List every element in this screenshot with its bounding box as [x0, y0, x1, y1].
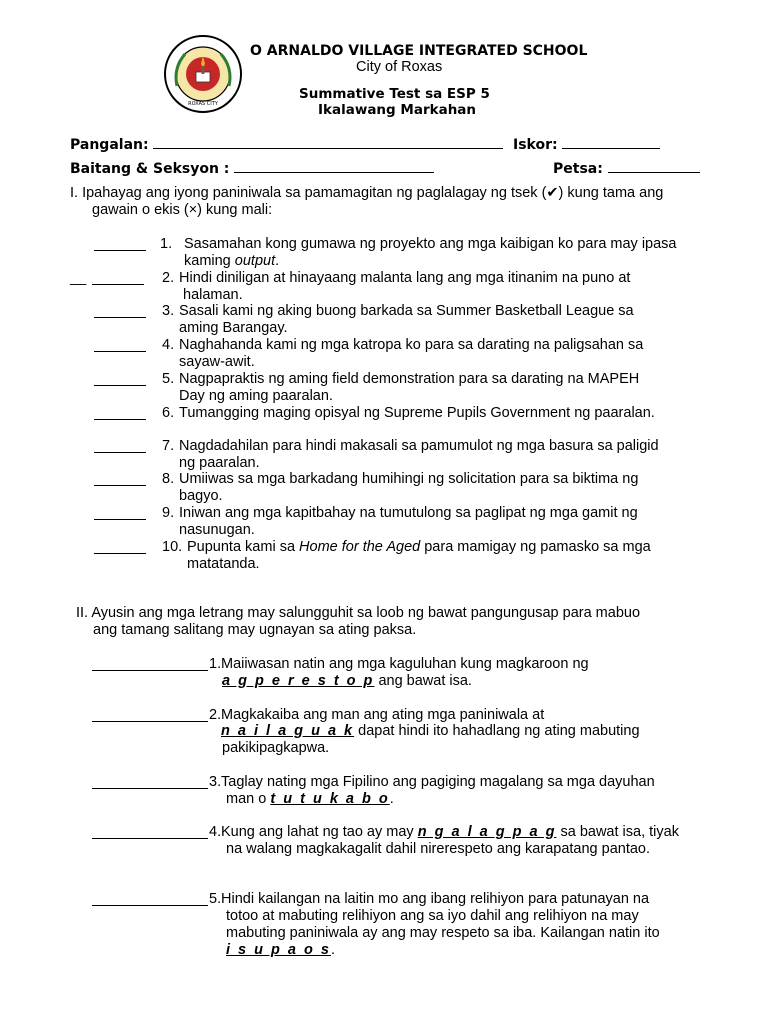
score-label: Iskor:	[513, 137, 563, 153]
answer-blank[interactable]	[94, 303, 146, 318]
scrambled-word: i s u p a o s	[226, 942, 331, 958]
item-text-continued: bagyo.	[179, 488, 223, 504]
scrambled-word: a g p e r e s t o p	[222, 673, 375, 689]
answer-blank[interactable]	[94, 337, 146, 352]
name-blank[interactable]	[153, 134, 503, 149]
answer-blank[interactable]	[92, 891, 208, 906]
item-text-continued: nasunugan.	[179, 522, 255, 538]
item-text-continued: sayaw-awit.	[179, 354, 255, 370]
item-number: 3.	[162, 303, 175, 319]
item-number: 5.	[209, 891, 222, 907]
item-text: Pupunta kami sa Home for the Aged para mamigay ng pamasko sa mga	[187, 539, 651, 555]
name-label: Pangalan:	[70, 137, 154, 153]
answer-blank[interactable]	[94, 371, 146, 386]
item-text: Hindi diniligan at hinayaang malanta lang ang mga itinanim na puno at	[179, 270, 631, 286]
grade-section-blank[interactable]	[234, 158, 434, 173]
item-text: Maiiwasan natin ang mga kaguluhan kung magkaroon ng	[221, 656, 589, 672]
item-number: 5.	[162, 371, 175, 387]
date-label: Petsa:	[553, 161, 608, 177]
answer-blank[interactable]	[92, 774, 208, 789]
item-number: 1.	[160, 236, 173, 252]
item-text-continued: na walang magkakagalit dahil nirerespeto ang karapatang pantao.	[226, 841, 651, 857]
item-text-continued: Day ng aming paaralan.	[179, 388, 333, 404]
item-text: Taglay nating mga Fipilino ang pagiging magalang sa mga dayuhan	[221, 774, 655, 790]
answer-blank[interactable]	[94, 505, 146, 520]
item-number: 2.	[209, 707, 222, 723]
answer-blank[interactable]	[94, 438, 146, 453]
item-text-continued: kaming output.	[184, 253, 280, 269]
test-title: Summative Test sa ESP 5	[299, 86, 490, 102]
part2-instruction-line2: ang tamang salitang may ugnayan sa ating paksa.	[93, 622, 417, 638]
item-text-continued: man o t u t u k a b o.	[226, 791, 394, 807]
scrambled-word: n a i l a g u a k	[221, 723, 355, 739]
answer-blank[interactable]	[94, 471, 146, 486]
item-text-continued: n a i l a g u a k dapat hindi ito hahadlang ng ating mabuting	[221, 723, 640, 739]
item-text: Kung ang lahat ng tao ay may n g a l a g p a g sa bawat isa, tiyak	[221, 824, 679, 840]
part1-instruction-line1: I. Ipahayag ang iyong paniniwala sa pamamagitan ng paglalagay ng tsek (✔) kung tama ang	[70, 185, 664, 201]
score-field	[513, 134, 660, 153]
part1-instruction-line2: gawain o ekis (×) kung mali:	[92, 202, 273, 218]
item-text: Magkakaiba ang man ang ating mga paniniwala at	[221, 707, 545, 723]
item-text-continued: matatanda.	[187, 556, 260, 572]
score-blank[interactable]	[562, 134, 660, 149]
part2-instruction-line1: II. Ayusin ang mga letrang may salungguhit sa loob ng bawat pangungusap para mabuo	[76, 605, 641, 621]
answer-blank[interactable]	[94, 236, 146, 251]
item-text-continued: ng paaralan.	[179, 455, 260, 471]
date-field	[553, 158, 700, 177]
city-name: City of Roxas	[356, 59, 443, 75]
scrambled-word: n g a l a g p a g	[417, 824, 557, 840]
grade-section-label: Baitang & Seksyon :	[70, 161, 235, 177]
item-text-continued: aming Barangay.	[179, 320, 288, 336]
item-number: 9.	[162, 505, 175, 521]
answer-blank[interactable]	[94, 405, 146, 420]
item-text: Naghahanda kami ng mga katropa ko para sa darating na paligsahan sa	[179, 337, 644, 353]
grade-section-field	[70, 158, 434, 177]
item-text: Sasali kami ng aking buong barkada sa Summer Basketball League sa	[179, 303, 634, 319]
item-text: Sasamahan kong gumawa ng proyekto ang mga kaibigan ko para may ipasa	[184, 236, 677, 252]
item-text: Nagdadahilan para hindi makasali sa pamumulot ng mga basura sa paligid	[179, 438, 659, 454]
svg-text:ROXAS CITY: ROXAS CITY	[188, 101, 218, 107]
item-number: 6.	[162, 405, 175, 421]
answer-blank[interactable]	[92, 270, 144, 285]
item-prefix-mark: __	[70, 270, 87, 286]
item-text-continued: totoo at mabuting relihiyon ang sa iyo dahil ang relihiyon na may	[226, 908, 639, 924]
item-text-continued: pakikipagkapwa.	[222, 740, 330, 756]
answer-blank[interactable]	[92, 656, 208, 671]
item-number: 10.	[162, 539, 183, 555]
school-seal-logo	[163, 34, 243, 114]
item-number: 8.	[162, 471, 175, 487]
date-blank[interactable]	[608, 158, 700, 173]
item-text: Tumangging maging opisyal ng Supreme Pupils Government ng paaralan.	[179, 405, 655, 421]
answer-blank[interactable]	[92, 707, 208, 722]
item-text-continued: halaman.	[183, 287, 243, 303]
item-number: 2.	[162, 270, 175, 286]
name-field	[70, 134, 503, 153]
item-number: 4.	[209, 824, 222, 840]
item-text: Hindi kailangan na laitin mo ang ibang relihiyon para patunayan na	[221, 891, 650, 907]
answer-blank[interactable]	[92, 824, 208, 839]
item-text: Umiiwas sa mga barkadang humihingi ng solicitation para sa biktima ng	[179, 471, 639, 487]
item-number: 1.	[209, 656, 222, 672]
item-text-continued: a g p e r e s t o p ang bawat isa.	[222, 673, 472, 689]
scrambled-word: t u t u k a b o	[270, 791, 390, 807]
school-name: O ARNALDO VILLAGE INTEGRATED SCHOOL	[250, 43, 588, 59]
item-text: Nagpapraktis ng aming field demonstration para sa darating na MAPEH	[179, 371, 640, 387]
answer-blank[interactable]	[94, 539, 146, 554]
item-number: 7.	[162, 438, 175, 454]
item-number: 4.	[162, 337, 175, 353]
item-text-continued: i s u p a o s.	[226, 942, 335, 958]
item-number: 3.	[209, 774, 222, 790]
item-text-continued: mabuting paniniwala ay ang may respeto sa iba. Kailangan natin ito	[226, 925, 660, 941]
item-text: Iniwan ang mga kapitbahay na tumutulong sa paglipat ng mga gamit ng	[179, 505, 638, 521]
quarter-title: Ikalawang Markahan	[318, 102, 477, 118]
